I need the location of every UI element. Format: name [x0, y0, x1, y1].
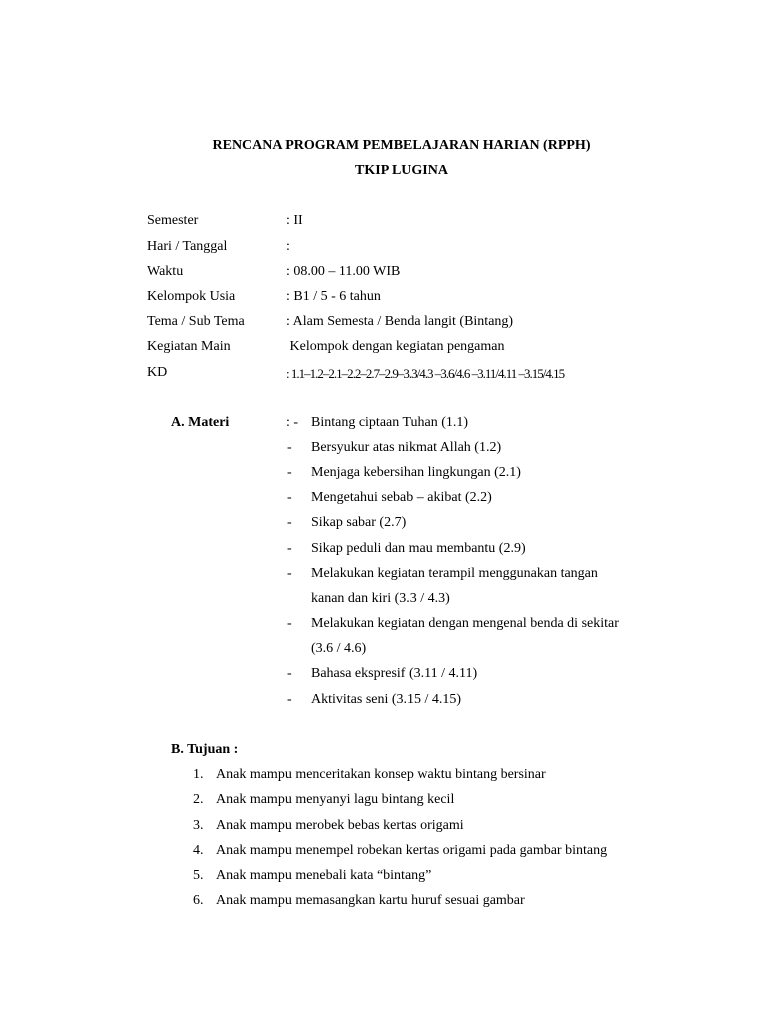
materi-bullet: - — [287, 515, 292, 530]
tujuan-item: Anak mampu merobek bebas kertas origami — [216, 818, 464, 833]
materi-item: Aktivitas seni (3.15 / 4.15) — [311, 692, 462, 707]
tujuan-number: 6. — [193, 893, 204, 908]
info-value-date: : — [286, 239, 290, 254]
materi-item: Melakukan kegiatan terampil menggunakan tangan — [311, 566, 598, 581]
materi-item: Sikap sabar (2.7) — [311, 515, 407, 530]
materi-bullet: - — [287, 465, 292, 480]
tujuan-number: 1. — [193, 767, 204, 782]
info-label-theme: Tema / Sub Tema — [147, 314, 245, 329]
info-label-time: Waktu — [147, 264, 184, 279]
document-title: RENCANA PROGRAM PEMBELAJARAN HARIAN (RPPH) — [212, 138, 591, 153]
tujuan-item: Anak mampu menempel robekan kertas origami pada gambar bintang — [216, 843, 608, 858]
info-value-time: : 08.00 – 11.00 WIB — [286, 264, 401, 279]
tujuan-number: 2. — [193, 792, 204, 807]
materi-item-continuation: (3.6 / 4.6) — [311, 641, 367, 656]
materi-bullet: - — [287, 692, 292, 707]
materi-bullet: - — [287, 440, 292, 455]
school-name: TKIP LUGINA — [355, 163, 448, 178]
tujuan-item: Anak mampu memasangkan kartu huruf sesuai gambar — [216, 893, 525, 908]
section-tujuan-heading: B. Tujuan : — [171, 742, 239, 757]
info-label-main-activity: Kegiatan Main — [147, 339, 231, 354]
materi-item-continuation: kanan dan kiri (3.3 / 4.3) — [311, 591, 450, 606]
materi-item: Bersyukur atas nikmat Allah (1.2) — [311, 440, 502, 455]
tujuan-item: Anak mampu menceritakan konsep waktu bintang bersinar — [216, 767, 546, 782]
tujuan-number: 3. — [193, 818, 204, 833]
materi-bullet: - — [287, 541, 292, 556]
tujuan-item: Anak mampu menebali kata “bintang” — [216, 868, 432, 883]
info-label-date: Hari / Tanggal — [147, 239, 228, 254]
info-label-age-group: Kelompok Usia — [147, 289, 236, 304]
materi-item: Melakukan kegiatan dengan mengenal benda di sekitar — [311, 616, 619, 631]
materi-item: Bahasa ekspresif (3.11 / 4.11) — [311, 666, 478, 681]
tujuan-number: 4. — [193, 843, 204, 858]
info-label-kd: KD — [147, 365, 168, 380]
info-value-kd: : 1.1–1.2–2.1–2.2–2.7–2.9–3.3/4.3 –3.6/4.6 –3.11/4.11 –3.15/4.15 — [286, 366, 565, 381]
materi-bullet: - — [287, 490, 292, 505]
info-value-age-group: : B1 / 5 - 6 tahun — [286, 289, 381, 304]
info-label-semester: Semester — [147, 213, 199, 228]
materi-bullet: - — [287, 666, 292, 681]
materi-item: Sikap peduli dan mau membantu (2.9) — [311, 541, 526, 556]
tujuan-item: Anak mampu menyanyi lagu bintang kecil — [216, 792, 455, 807]
materi-item: Bintang ciptaan Tuhan (1.1) — [311, 415, 469, 430]
section-materi-heading: A. Materi — [171, 415, 230, 430]
materi-item: Mengetahui sebab – akibat (2.2) — [311, 490, 492, 505]
info-value-semester: : II — [286, 213, 303, 228]
materi-bullet: - — [287, 616, 292, 631]
materi-prefix: : - — [286, 415, 299, 430]
info-value-theme: : Alam Semesta / Benda langit (Bintang) — [286, 314, 514, 329]
materi-bullet: - — [287, 566, 292, 581]
info-value-main-activity: Kelompok dengan kegiatan pengaman — [286, 339, 505, 354]
materi-item: Menjaga kebersihan lingkungan (2.1) — [311, 465, 521, 480]
tujuan-number: 5. — [193, 868, 204, 883]
